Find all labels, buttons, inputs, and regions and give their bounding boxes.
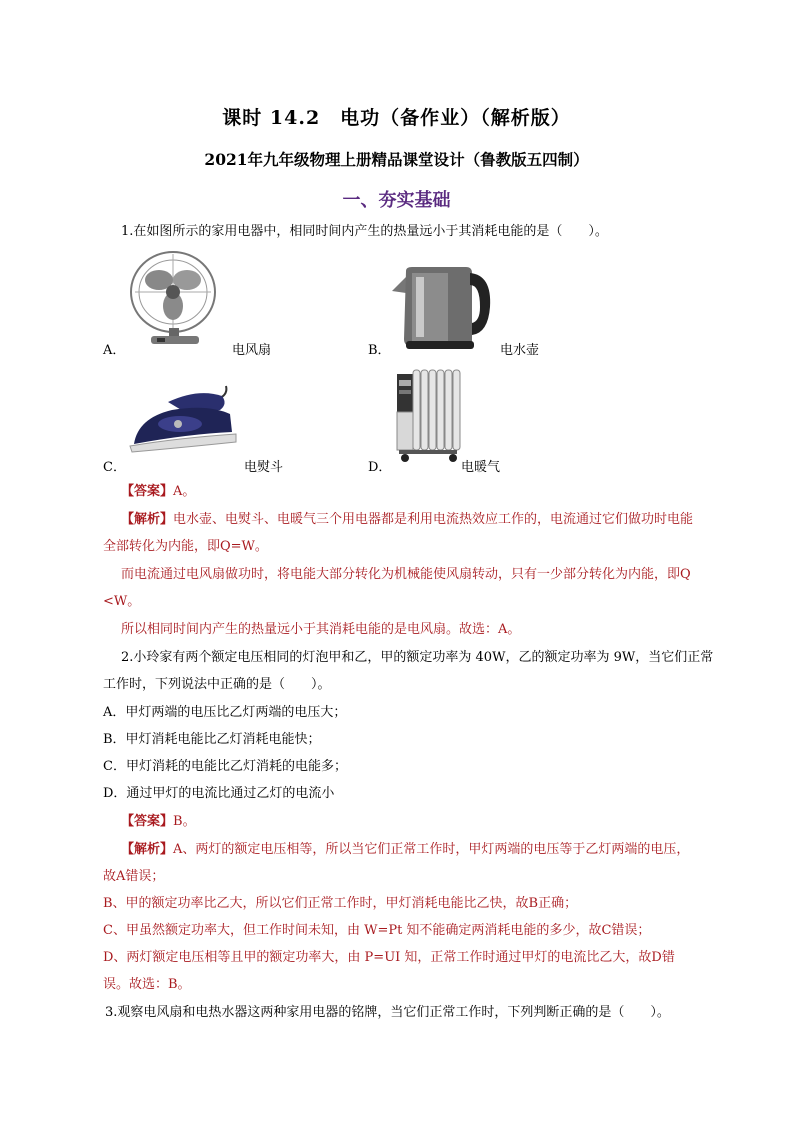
analysis-text: 电水壶、电熨斗、电暖气三个用电器都是利用电流热效应工作的，电流通过它们做功时电能 xyxy=(173,512,694,527)
question-2-analysis-line: D、两灯额定电压相等且甲的额定功率大，由 P=UI 知，正常工作时通过甲灯的电流比乙大，故D错 xyxy=(103,950,675,965)
electric-heater-icon xyxy=(393,368,463,464)
question-2-stem: 2.小玲家有两个额定电压相同的灯泡甲和乙，甲的额定功率为 40W，乙的额定功率为 9W，当它们正常 xyxy=(121,650,714,665)
analysis-tag: 【解析】 xyxy=(121,512,174,527)
option-a-letter: A． xyxy=(103,343,126,358)
question-1-analysis-line xyxy=(121,510,693,530)
question-1-analysis-line: <W。 xyxy=(103,594,141,609)
question-2-option-c: C．甲灯消耗的电能比乙灯消耗的电能多； xyxy=(103,759,347,774)
electric-fan-icon xyxy=(125,248,225,348)
question-2-analysis-line: C、甲虽然额定功率大，但工作时间未知，由 W=Pt 知不能确定两消耗电能的多少，故C错误； xyxy=(103,923,651,938)
answer-tag: 【答案】 xyxy=(121,484,174,499)
option-b-name: 电水壶 xyxy=(500,343,540,358)
page-title: 课时 14.2 电功（备作业）（解析版） xyxy=(222,107,571,129)
question-3-stem: 3.观察电风扇和电热水器这两种家用电器的铭牌，当它们正常工作时，下列判断正确的是（ ）。 xyxy=(105,1005,670,1020)
question-2-option-d: D．通过甲灯的电流比通过乙灯的电流小 xyxy=(103,786,335,801)
question-2-option-b: B．甲灯消耗电能比乙灯消耗电能快； xyxy=(103,732,321,747)
question-1-answer xyxy=(121,482,195,502)
answer-tag: 【答案】 xyxy=(121,814,174,829)
question-2-analysis-line: 误。故选：B。 xyxy=(103,977,191,992)
question-2-answer xyxy=(121,812,196,832)
option-a-name: 电风扇 xyxy=(232,343,272,358)
question-2-stem: 工作时，下列说法中正确的是（ ）。 xyxy=(103,677,331,692)
question-2-analysis-line xyxy=(121,840,689,860)
option-b-letter: B． xyxy=(368,343,391,358)
analysis-text: A、两灯的额定电压相等，所以当它们正常工作时，甲灯两端的电压等于乙灯两端的电压， xyxy=(173,842,690,857)
electric-kettle-icon xyxy=(392,263,496,349)
option-d-letter: D． xyxy=(368,460,392,475)
question-1-analysis-line: 所以相同时间内产生的热量远小于其消耗电能的是电风扇。故选：A。 xyxy=(121,622,521,637)
answer-value: A。 xyxy=(173,484,196,499)
section-heading: 一、夯实基础 xyxy=(342,190,451,211)
question-1-analysis-line: 而电流通过电风扇做功时，将电能大部分转化为机械能使风扇转动，只有一少部分转化为内能，即Q xyxy=(121,567,691,582)
option-d-name: 电暖气 xyxy=(461,460,501,475)
question-2-analysis-line: 故A错误； xyxy=(103,869,165,884)
answer-value: B。 xyxy=(173,814,196,829)
page-subtitle: 2021年九年级物理上册精品课堂设计（鲁教版五四制） xyxy=(204,150,589,169)
option-c-letter: C． xyxy=(103,460,126,475)
question-2-option-a: A．甲灯两端的电压比乙灯两端的电压大； xyxy=(103,705,347,720)
question-1-analysis-line: 全部转化为内能，即Q=W。 xyxy=(103,539,268,554)
question-1-stem: 1.在如图所示的家用电器中，相同时间内产生的热量远小于其消耗电能的是（ ）。 xyxy=(121,224,608,239)
analysis-tag: 【解析】 xyxy=(121,842,174,857)
option-c-name: 电熨斗 xyxy=(244,460,284,475)
electric-iron-icon xyxy=(128,384,240,456)
question-2-analysis-line: B、甲的额定功率比乙大，所以它们正常工作时，甲灯消耗电能比乙快，故B正确； xyxy=(103,896,578,911)
